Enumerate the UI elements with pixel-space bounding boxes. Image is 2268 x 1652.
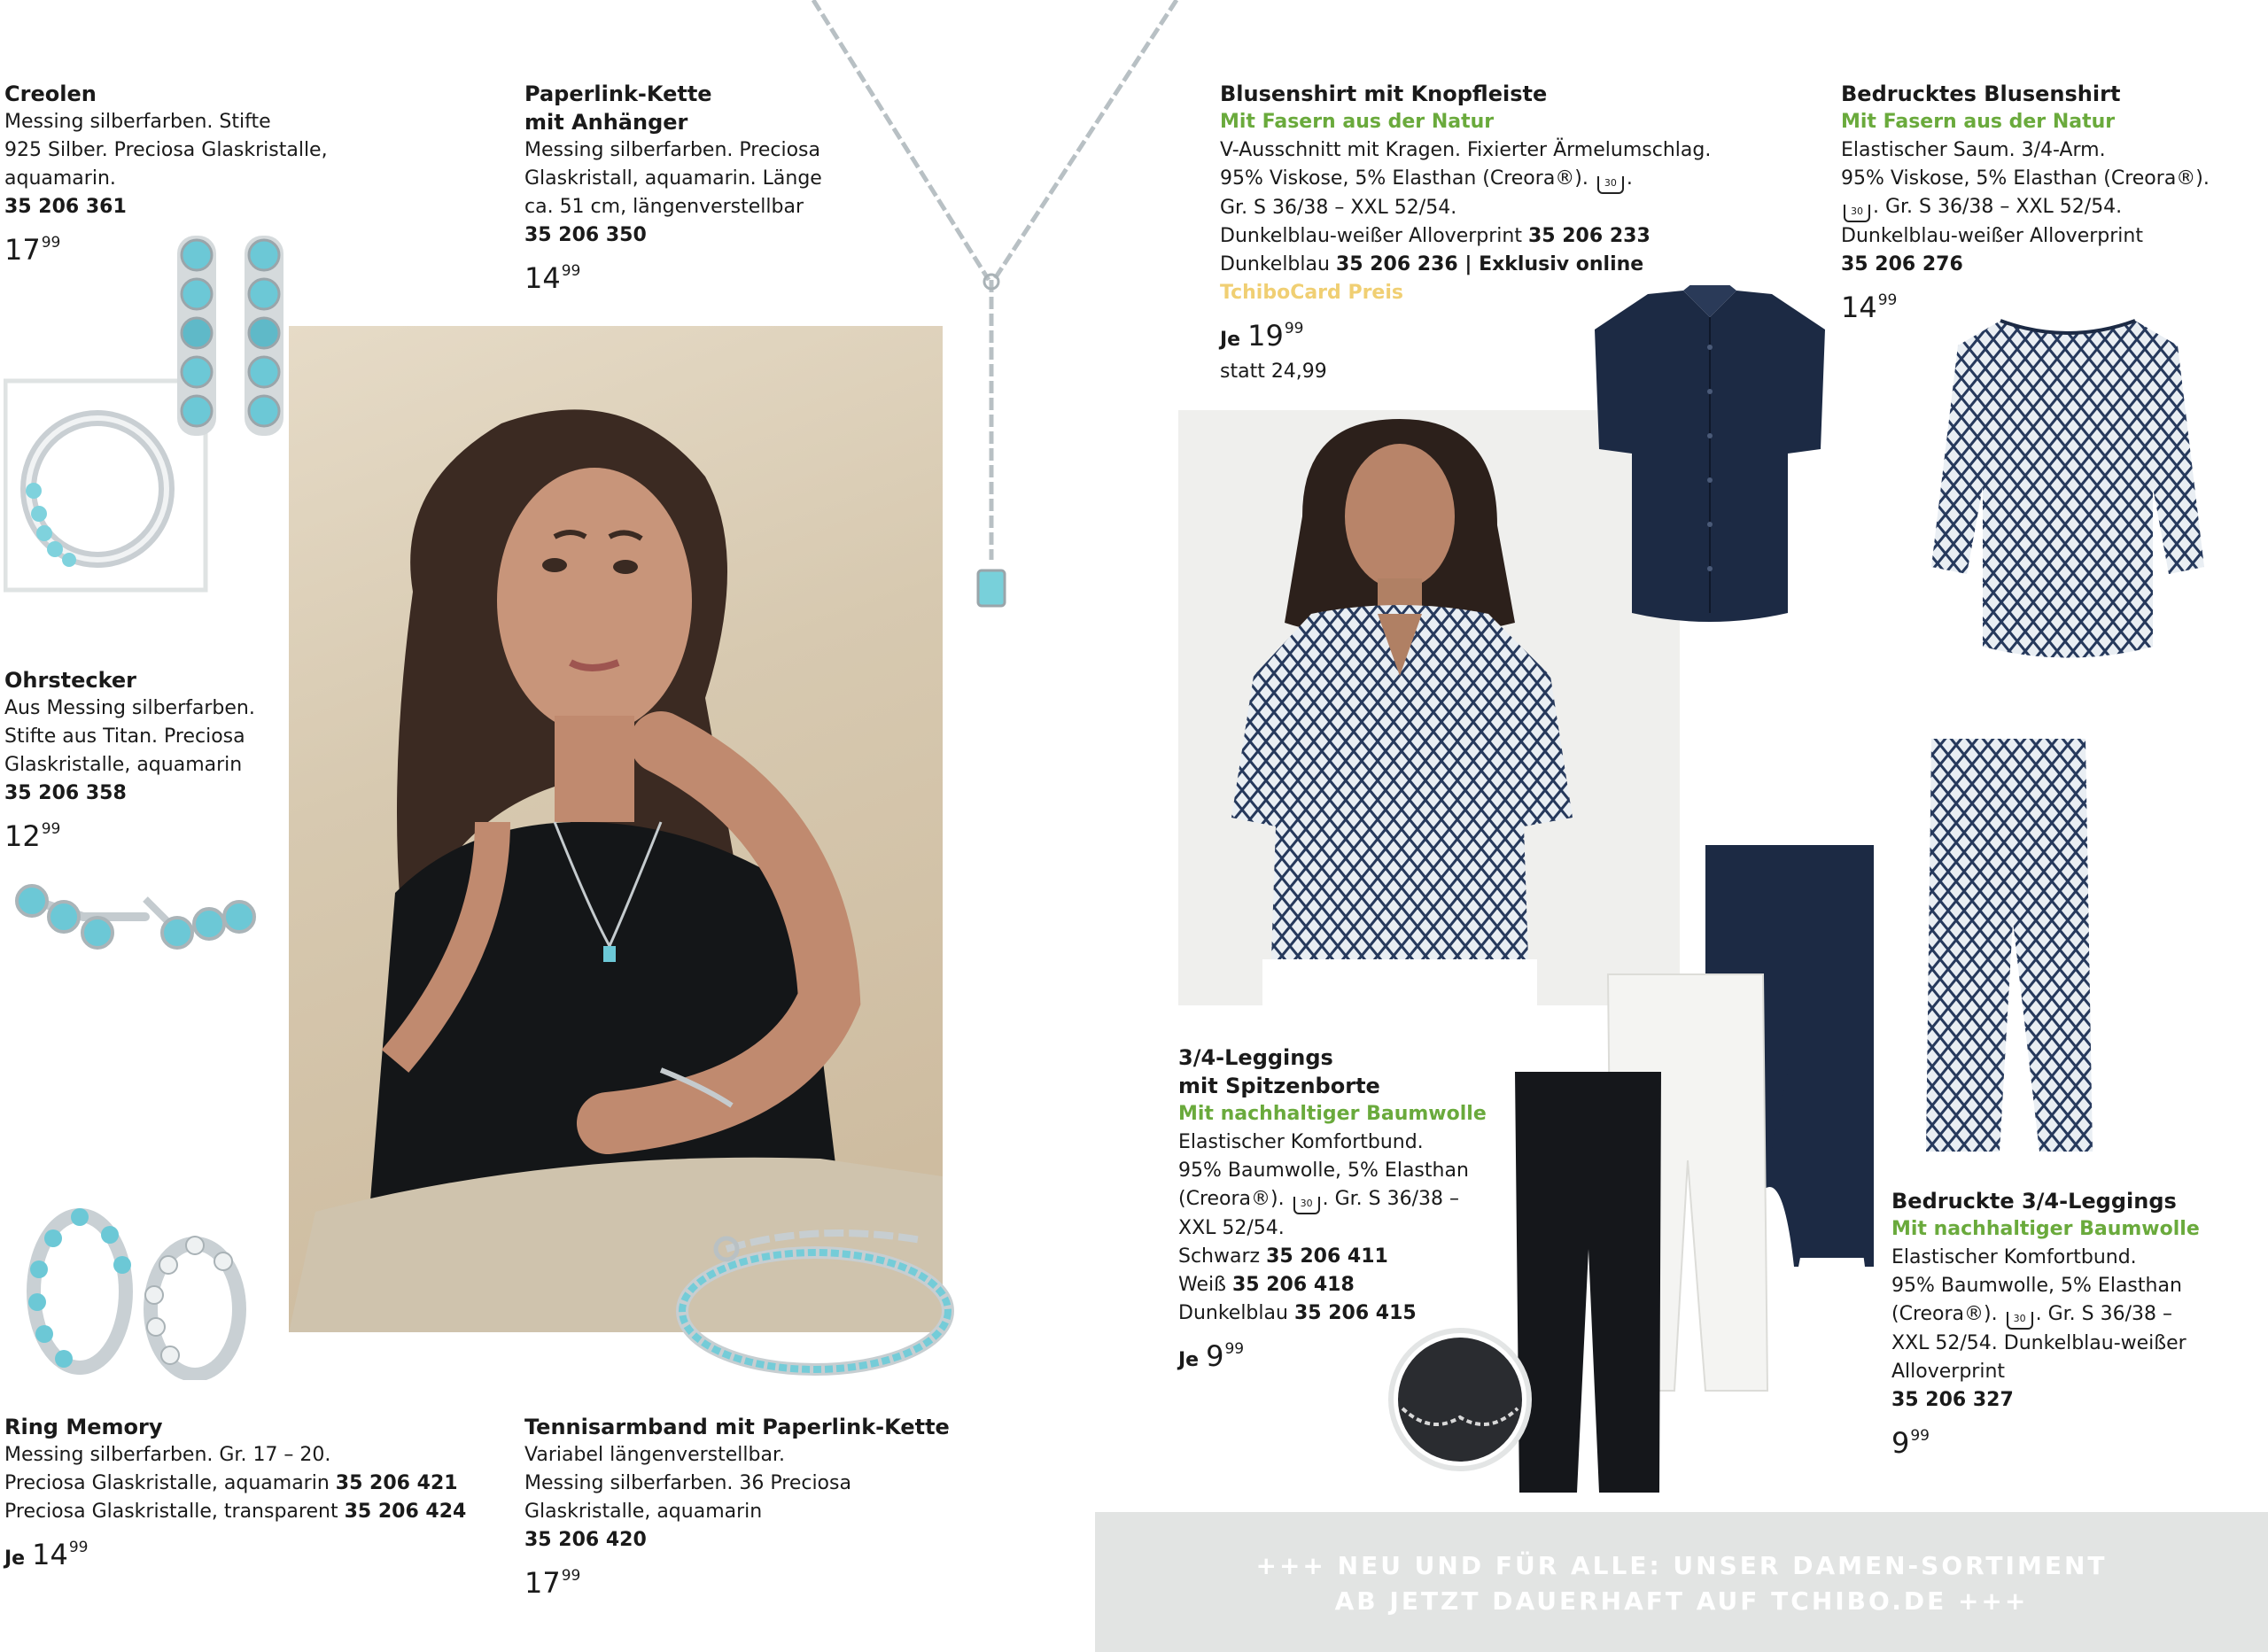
creolen-price-main: 17 bbox=[4, 233, 41, 267]
kette-title-2: mit Anhänger bbox=[524, 110, 688, 135]
bedruckt-shirt-price-cents: 99 bbox=[1877, 291, 1898, 309]
bedruckt-leggings-title: Bedruckte 3/4-Leggings bbox=[1891, 1189, 2177, 1214]
armband-desc-1: Variabel längenverstellbar. bbox=[524, 1444, 785, 1466]
bedruckt-leggings-price-main: 9 bbox=[1891, 1426, 1910, 1460]
bedruckt-shirt-line-2: 95% Viskose, 5% Elasthan (Creora®). bbox=[1841, 167, 2210, 190]
bedruckt-leggings-creora: (Creora®). bbox=[1891, 1303, 1998, 1325]
blusenshirt-line-2 bbox=[1220, 165, 1711, 194]
bedruckt-leggings-price-cents: 99 bbox=[1910, 1427, 1930, 1445]
bedruckt-leggings-line-5: Alloverprint bbox=[1891, 1361, 2006, 1383]
ohrstecker-desc-2: Stifte aus Titan. Preciosa bbox=[4, 725, 245, 748]
armband-price-cents: 99 bbox=[561, 1567, 581, 1585]
ohrstecker-article: 35 206 358 bbox=[4, 782, 127, 804]
wash-30-icon: 30 bbox=[1844, 205, 1870, 222]
armband-title: Tennisarmband mit Paperlink-Kette bbox=[524, 1415, 950, 1439]
bedruckt-leggings-info bbox=[1891, 1187, 2200, 1461]
leggings-info bbox=[1178, 1043, 1487, 1378]
leggings-sizes: . Gr. S 36/38 – bbox=[1322, 1188, 1460, 1210]
blusenshirt-price-prefix: Je bbox=[1220, 329, 1241, 351]
ring-title: Ring Memory bbox=[4, 1415, 163, 1439]
leggings-variant-1 bbox=[1178, 1243, 1487, 1271]
leggings-variant-2 bbox=[1178, 1271, 1487, 1299]
stud-earrings-image bbox=[12, 873, 269, 979]
creolen-desc-1: Messing silberfarben. Stifte bbox=[4, 111, 271, 133]
bedruckt-leggings-price bbox=[1891, 1418, 2200, 1461]
bedruckt-shirt-line-4: Dunkelblau-weißer Alloverprint bbox=[1841, 225, 2143, 247]
ohrstecker-price-main: 12 bbox=[4, 819, 41, 853]
bedruckt-leggings-sizes: . Gr. S 36/38 – bbox=[2035, 1303, 2173, 1325]
ring-variant-2-article: 35 206 424 bbox=[344, 1501, 467, 1523]
leggings-price bbox=[1178, 1331, 1487, 1378]
stud-earring-left-icon bbox=[17, 886, 145, 948]
ohrstecker-info bbox=[4, 666, 255, 854]
armband-desc-2: Messing silberfarben. 36 Preciosa bbox=[524, 1472, 851, 1494]
leggings-title-1: 3/4-Leggings bbox=[1178, 1045, 1333, 1070]
bedruckt-leggings-line-1: Elastischer Komfortbund. bbox=[1891, 1246, 2137, 1268]
creolen-title: Creolen bbox=[4, 81, 97, 106]
leggings-variant-2-article: 35 206 418 bbox=[1231, 1274, 1355, 1296]
leggings-variant-3 bbox=[1178, 1299, 1487, 1328]
ohrstecker-title: Ohrstecker bbox=[4, 668, 137, 693]
necklace-pendant-icon bbox=[978, 570, 1005, 606]
leggings-title-2: mit Spitzenborte bbox=[1178, 1074, 1380, 1098]
printed-shirt-icon bbox=[1931, 321, 2204, 658]
leggings-line-4: XXL 52/54. bbox=[1178, 1217, 1285, 1239]
bedruckt-shirt-info bbox=[1841, 80, 2210, 325]
kette-article: 35 206 350 bbox=[524, 224, 647, 246]
bedruckt-shirt-line-1: Elastischer Saum. 3/4-Arm. bbox=[1841, 139, 2106, 161]
leggings-price-cents: 99 bbox=[1224, 1340, 1245, 1358]
blusenshirt-variant-1-label: Dunkelblau-weißer Alloverprint bbox=[1220, 225, 1522, 247]
printed-shirt-image bbox=[1930, 310, 2206, 669]
armband-info bbox=[524, 1413, 950, 1601]
bedruckt-shirt-title: Bedrucktes Blusenshirt bbox=[1841, 81, 2121, 106]
kette-desc-2: Glaskristall, aquamarin. Länge bbox=[524, 167, 822, 190]
kette-info bbox=[524, 80, 822, 296]
creolen-desc-2: 925 Silber. Preciosa Glaskristalle, bbox=[4, 139, 328, 161]
blusenshirt-title: Blusenshirt mit Knopfleiste bbox=[1220, 81, 1548, 106]
leggings-creora: (Creora®). bbox=[1178, 1188, 1285, 1210]
printed-leggings-icon bbox=[1926, 739, 2093, 1152]
bedruckt-shirt-price-main: 14 bbox=[1841, 291, 1877, 324]
kette-price bbox=[524, 253, 822, 296]
wash-30-icon: 30 bbox=[1597, 176, 1624, 194]
promo-banner-line-2: AB JETZT DAUERHAFT AUF TCHIBO.DE +++ bbox=[1334, 1586, 2029, 1616]
blouse-product-image bbox=[1586, 285, 1834, 626]
blusenshirt-variant-2 bbox=[1220, 251, 1711, 279]
blusenshirt-price-cents: 99 bbox=[1284, 320, 1304, 337]
promo-banner[interactable] bbox=[1095, 1512, 2268, 1652]
armband-article: 35 206 420 bbox=[524, 1529, 647, 1551]
leggings-line-2: 95% Baumwolle, 5% Elasthan bbox=[1178, 1160, 1469, 1182]
blusenshirt-line-3: Gr. S 36/38 – XXL 52/54. bbox=[1220, 197, 1457, 219]
bracelet-icon bbox=[682, 1233, 948, 1369]
kette-price-cents: 99 bbox=[561, 262, 581, 280]
armband-price-main: 17 bbox=[524, 1566, 561, 1600]
bracelet-image bbox=[673, 1214, 966, 1391]
leggings-variant-1-label: Schwarz bbox=[1178, 1245, 1261, 1268]
bedruckt-leggings-line-3 bbox=[1891, 1300, 2200, 1330]
bedruckt-leggings-article: 35 206 327 bbox=[1891, 1389, 2014, 1411]
ohrstecker-price-cents: 99 bbox=[41, 820, 61, 838]
blusenshirt-subtitle: Mit Fasern aus der Natur bbox=[1220, 111, 1495, 133]
leggings-subtitle: Mit nachhaltiger Baumwolle bbox=[1178, 1103, 1487, 1125]
blusenshirt-variant-2-article: 35 206 236 | Exklusiv online bbox=[1335, 253, 1644, 275]
bedruckt-shirt-sizes: . Gr. S 36/38 – XXL 52/54. bbox=[1873, 196, 2123, 218]
bedruckt-shirt-article: 35 206 276 bbox=[1841, 253, 1963, 275]
leggings-variant-3-article: 35 206 415 bbox=[1293, 1302, 1417, 1324]
kette-title-1: Paperlink-Kette bbox=[524, 81, 712, 106]
bedruckt-shirt-line-3 bbox=[1841, 193, 2210, 222]
leggings-variant-3-label: Dunkelblau bbox=[1178, 1302, 1288, 1324]
ring-transparent-icon bbox=[145, 1237, 239, 1375]
kette-price-main: 14 bbox=[524, 261, 561, 295]
bedruckt-leggings-line-4: XXL 52/54. Dunkelblau-weißer bbox=[1891, 1332, 2186, 1354]
navy-blouse-icon bbox=[1595, 285, 1825, 622]
bedruckt-leggings-line-2: 95% Baumwolle, 5% Elasthan bbox=[1891, 1275, 2182, 1297]
rings-image bbox=[18, 1203, 257, 1380]
ring-variant-1 bbox=[4, 1470, 466, 1498]
kette-desc-3: ca. 51 cm, längenverstellbar bbox=[524, 196, 804, 218]
ohrstecker-desc-3: Glaskristalle, aquamarin bbox=[4, 754, 243, 776]
promo-banner-line-1: +++ NEU UND FÜR ALLE: UNSER DAMEN-SORTIMENT bbox=[1255, 1551, 2108, 1580]
creolen-price-cents: 99 bbox=[41, 234, 61, 252]
leggings-line-1: Elastischer Komfortbund. bbox=[1178, 1131, 1424, 1153]
leggings-variant-2-label: Weiß bbox=[1178, 1274, 1226, 1296]
tchibocard-price-label: TchiboCard Preis bbox=[1220, 282, 1403, 304]
armband-desc-3: Glaskristalle, aquamarin bbox=[524, 1501, 763, 1523]
jewelry-model-photo bbox=[289, 326, 943, 1332]
ring-variant-2 bbox=[4, 1498, 466, 1526]
ring-price-cents: 99 bbox=[68, 1539, 89, 1556]
stud-earring-right-icon bbox=[145, 899, 254, 948]
hoop-earring-icon bbox=[26, 418, 167, 567]
blusenshirt-price-main: 19 bbox=[1247, 319, 1284, 353]
ring-variant-2-label: Preciosa Glaskristalle, transparent bbox=[4, 1501, 338, 1523]
blusenshirt-variant-1-article: 35 206 233 bbox=[1527, 225, 1651, 247]
kette-desc-1: Messing silberfarben. Preciosa bbox=[524, 139, 820, 161]
stick-earrings-icon bbox=[177, 236, 284, 436]
creolen-image bbox=[4, 232, 296, 595]
ring-variant-1-label: Preciosa Glaskristalle, aquamarin bbox=[4, 1472, 330, 1494]
leggings-black-icon bbox=[1515, 1072, 1661, 1493]
printed-leggings-image bbox=[1924, 735, 2093, 1156]
bedruckt-leggings-subtitle: Mit nachhaltiger Baumwolle bbox=[1891, 1218, 2200, 1240]
ring-info bbox=[4, 1413, 466, 1577]
bedruckt-shirt-subtitle: Mit Fasern aus der Natur bbox=[1841, 111, 2116, 133]
ring-price-prefix: Je bbox=[4, 1547, 26, 1570]
leggings-price-main: 9 bbox=[1206, 1339, 1224, 1373]
wash-30-icon: 30 bbox=[1293, 1197, 1320, 1214]
ohrstecker-desc-1: Aus Messing silberfarben. bbox=[4, 697, 255, 719]
leggings-price-prefix: Je bbox=[1178, 1349, 1200, 1371]
armband-price bbox=[524, 1558, 950, 1601]
ring-aquamarine-icon bbox=[28, 1208, 131, 1368]
blusenshirt-line-1: V-Ausschnitt mit Kragen. Fixierter Ärmelumschlag. bbox=[1220, 139, 1712, 161]
blusenshirt-variant-2-label: Dunkelblau bbox=[1220, 253, 1330, 275]
blusenshirt-line-2-end: . bbox=[1626, 167, 1633, 190]
jewelry-model-illustration bbox=[289, 326, 943, 1332]
creolen-article: 35 206 361 bbox=[4, 196, 127, 218]
creolen-desc-3: aquamarin. bbox=[4, 167, 116, 190]
ring-price-main: 14 bbox=[32, 1538, 68, 1571]
leggings-line-3 bbox=[1178, 1185, 1487, 1214]
ring-price bbox=[4, 1530, 466, 1577]
ring-desc: Messing silberfarben. Gr. 17 – 20. bbox=[4, 1444, 331, 1466]
blusenshirt-old-price: statt 24,99 bbox=[1220, 361, 1327, 383]
leggings-variant-1-article: 35 206 411 bbox=[1266, 1245, 1388, 1268]
wash-30-icon: 30 bbox=[2007, 1312, 2033, 1330]
ohrstecker-price bbox=[4, 811, 255, 854]
ring-variant-1-article: 35 206 421 bbox=[335, 1472, 458, 1494]
blusenshirt-variant-1 bbox=[1220, 222, 1711, 251]
blusenshirt-material: 95% Viskose, 5% Elasthan (Creora®). bbox=[1220, 167, 1588, 190]
